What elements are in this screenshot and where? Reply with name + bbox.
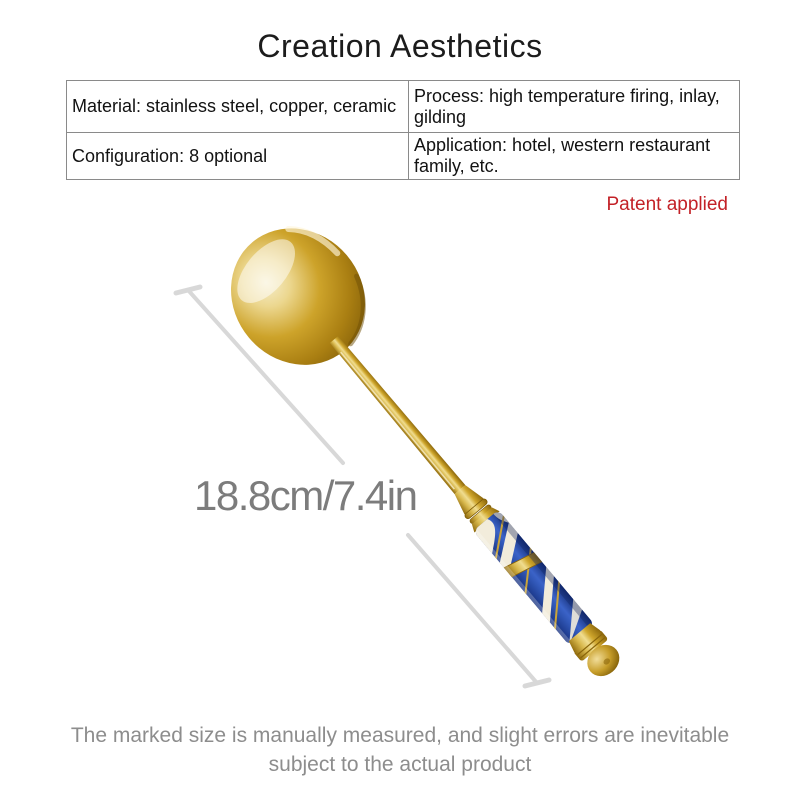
page-title: Creation Aesthetics — [257, 28, 543, 64]
spec-process-text: Process: high temperature firing, inlay, gilding — [414, 85, 720, 127]
spoon-stem — [329, 335, 466, 494]
footer-line-1: The marked size is manually measured, and slight errors are inevitable — [70, 724, 730, 747]
footer-note — [0, 721, 800, 779]
spec-configuration-text: Configuration: 8 optional — [72, 145, 268, 166]
spoon-bowl — [203, 201, 392, 392]
spec-material-text: Material: stainless steel, copper, ceramic — [72, 96, 397, 116]
spoon-handle — [473, 509, 595, 646]
spec-application-text: Application: hotel, western restaurant family, etc. — [414, 135, 711, 176]
size-label: 18.8cm/7.4in — [194, 472, 417, 519]
footer-line-2: subject to the actual product — [268, 753, 532, 776]
spoon — [203, 201, 661, 713]
patent-note: Patent applied — [606, 194, 728, 215]
